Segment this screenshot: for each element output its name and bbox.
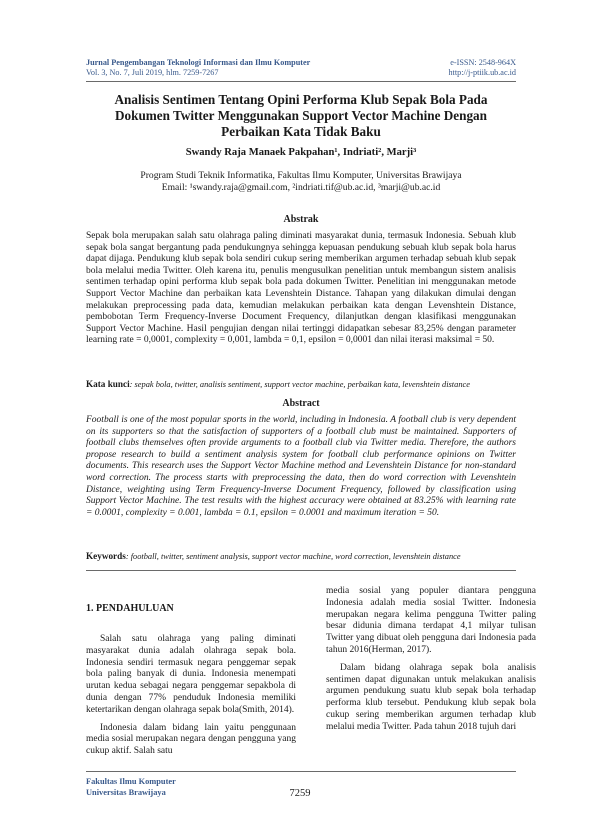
footer-institution (86, 776, 176, 798)
abstrak-text: Sepak bola merupakan salah satu olahraga paling diminati masyarakat dunia, termasuk Indonesia. Sebuah klub sepak bola sangat bergantung pada pendukungnya sehingga kepuasan pendukung sebuah klub sepak bola harus dapat dijaga. Pendukung klub sepak bola sendiri cukup sering memberikan argumen terhadap sebuah klub sepak bola melalui media Twitter. Oleh karena itu, penulis mengusulkan penelitian untuk membangun sistem analisis sentimen terhadap opini performa klub sepak bola pada dokumen Twitter. Penelitian ini menggunakan metode Support Vector Machine dan perbaikan kata Levenshtein Distance. Tahapan yang dilakukan dimulai dengan melakukan preprocessing pada data, kemudian melakukan perbaikan kata dengan Levenshtein Distance, pembobotan Term Frequency-Inverse Document Frequency, dilanjutkan dengan klasifikasi menggunakan Support Vector Machine. Hasil pengujian dengan nilai tertinggi didapatkan sebesar 83,25% dengan parameter learning rate = 0,0001, complexity = 0,001, lambda = 0,1, epsilon = 0,0001 dan nilai iterasi maksimal = 50. (86, 231, 516, 346)
author-list: Swandy Raja Manaek Pakpahan¹, Indriati², Marji³ (185, 147, 417, 158)
paragraph: Salah satu olahraga yang paling diminati masyarakat dunia adalah olahraga sepak bola. Indonesia sendiri termasuk negara penggemar sepak bola paling banyak di dunia. Indonesia menempati urutan kedua sebagai negara penggemar sepakbola di dunia dengan 77% penduduk Indonesia memiliki ketertarikan dengan olahraga sepak bola(Smith, 2014). (86, 634, 296, 715)
paragraph: Dalam bidang olahraga sepak bola analisis sentimen dapat digunakan untuk melakukan analisis argumen pendukung suatu klub sepak bola terhadap performa klub tersebut. Pendukung klub sepak bola cukup sering memberikan argumen terhadap klub melalui media Twitter. Pada tahun 2018 tujuh dari (326, 662, 536, 732)
email-line: Email: ¹swandy.raja@gmail.com, ²indriati.tif@ub.ac.id, ³marji@ub.ac.id (161, 182, 441, 193)
abstract-text: Football is one of the most popular sports in the world, including in Indonesia. A football club is very dependent on its supporters so that the satisfaction of supporters of a football club must be maintained. Supporters of football clubs themselves often provide arguments to a football club via Twitter media. Therefore, the authors propose research to build a sentiment analysis system for football club performance opinions on Twitter documents. This research uses the Support Vector Machine method and Levenshtein Distance for non-standard word correction. The process starts with preprocessing the data, then do word correction with Levenshtein Distance, weighting using Term Frequency-Inverse Document Frequency, followed by classification using Support Vector Machine. The test results with the highest accuracy were obtained at 83.25% with learning rate = 0.0001, complexity = 0.001, lambda = 0.1, epsilon = 0.0001 and maximum iteration = 50. (86, 415, 516, 518)
paragraph: Indonesia dalam bidang lain yaitu penggunaan media sosial merupakan negara dengan pengguna yang cukup aktif. Salah satu (86, 722, 296, 757)
abstract-heading: Abstract (282, 398, 320, 409)
keywords-list: : football, twitter, sentiment analysis, support vector machine, word correction, levenshtein distance (125, 552, 461, 561)
footer-university: Universitas Brawijaya (86, 788, 166, 797)
header-rule (86, 81, 516, 82)
journal-volume: Vol. 3, No. 7, Juli 2019, hlm. 7259-7267 (86, 68, 219, 77)
footer-rule (86, 771, 516, 772)
journal-name: Jurnal Pengembangan Teknologi Informasi dan Ilmu Komputer (86, 58, 311, 67)
page-number: 7259 (289, 788, 311, 799)
journal-issn: e-ISSN: 2548-964X (450, 58, 516, 67)
title-line-1: Analisis Sentimen Tentang Opini Performa Klub Sepak Bola Pada (114, 92, 488, 107)
paragraph: media sosial yang populer diantara pengguna Indonesia adalah media sosial Twitter. Indonesia merupakan negara kelima pengguna Twitter paling besar didunia dimana terdapat 4,1 milyar tulisan Twitter yang dibuat oleh pengguna dari Indonesia pada tahun 2016(Herman, 2017). (326, 586, 536, 655)
keywords-label: Keywords (86, 551, 126, 561)
journal-url[interactable]: http://j-ptiik.ub.ac.id (448, 68, 516, 77)
footer-faculty: Fakultas Ilmu Komputer (86, 777, 176, 786)
left-column (86, 634, 296, 758)
section-heading-pendahuluan: 1. PENDAHULUAN (86, 603, 174, 614)
abstract-rule (86, 570, 516, 571)
keywords (86, 550, 516, 563)
kata-kunci (86, 378, 516, 391)
abstrak-heading: Abstrak (283, 214, 319, 225)
kata-kunci-label: Kata kunci (86, 379, 130, 389)
right-column (326, 586, 536, 734)
title-line-3: Perbaikan Kata Tidak Baku (221, 124, 381, 139)
kata-kunci-list: : sepak bola, twitter, analisis sentiment, support vector machine, perbaikan kata, levenshtein distance (129, 380, 470, 389)
affiliation-line: Program Studi Teknik Informatika, Fakultas Ilmu Komputer, Universitas Brawijaya (140, 170, 462, 181)
paper-title (86, 92, 516, 140)
affiliation (86, 170, 516, 194)
title-line-2: Dokumen Twitter Menggunakan Support Vector Machine Dengan (115, 108, 487, 123)
